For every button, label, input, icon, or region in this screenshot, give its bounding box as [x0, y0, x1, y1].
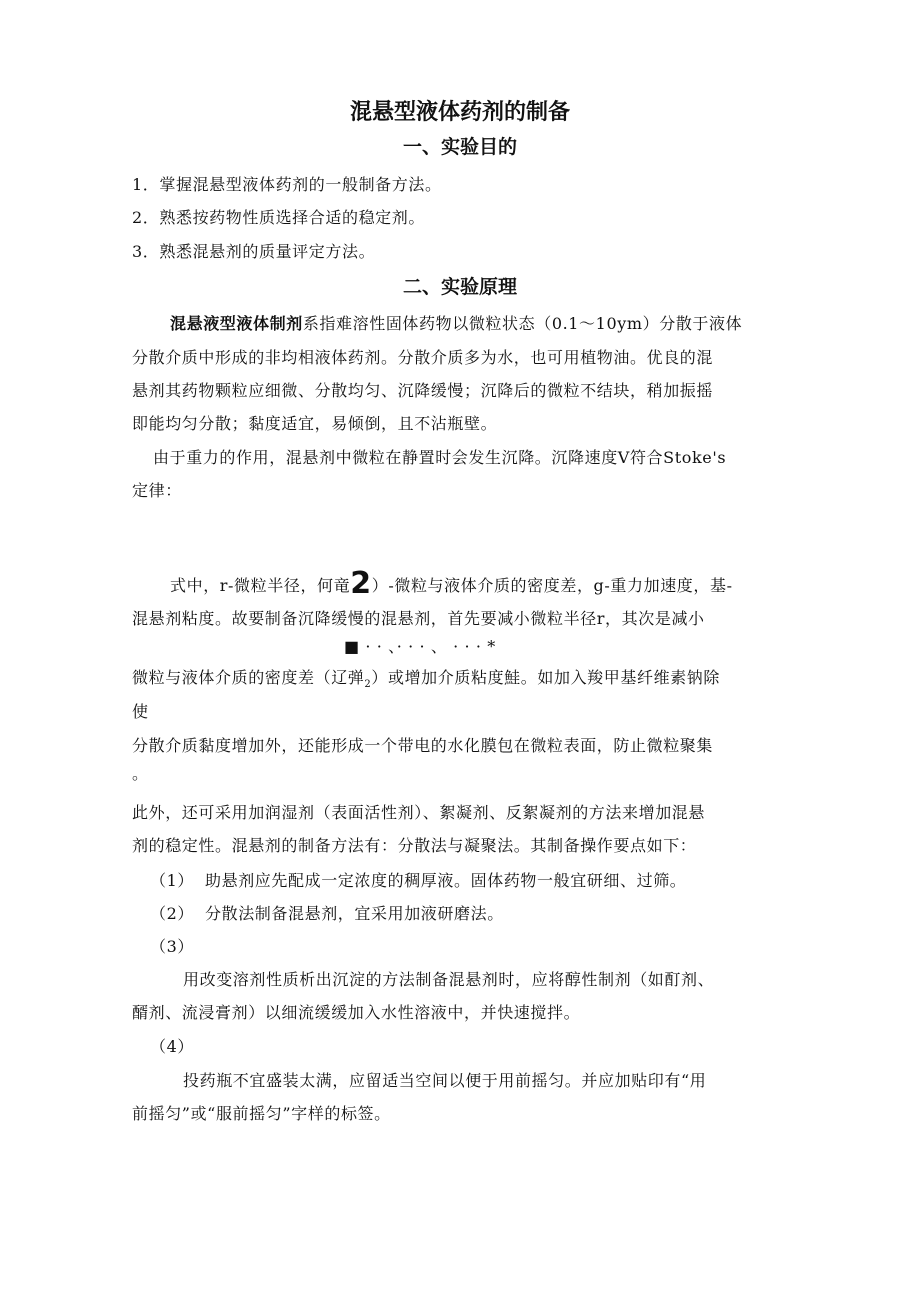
principle-p4-line-4: 。	[132, 764, 149, 783]
p4-text-pre: 微粒与液体介质的密度差（辽弹	[132, 668, 365, 687]
principle-p2-line-1: 由于重力的作用，混悬剂中微粒在静置时会发生沉降。沉降速度V符合Stoke's	[153, 448, 727, 467]
purpose-item-1: 1．掌握混悬型液体药剂的一般制备方法。	[132, 175, 442, 194]
principle-p1-line-1	[170, 311, 742, 334]
principle-p3-line-1	[170, 566, 733, 601]
document-title: 混悬型液体药剂的制备	[349, 100, 570, 125]
point-number: （2）	[150, 904, 194, 923]
formula-artifact-dots: ■ · · 、· · · 、 · · · *	[344, 637, 496, 656]
p4-subscript: 2	[364, 679, 372, 691]
procedure-point-2	[150, 901, 504, 924]
p3-text-post: ）-微粒与液体介质的密度差，g-重力加速度，基-	[371, 576, 733, 595]
point-text: 助悬剂应先配成一定浓度的稠厚液。固体药物一般宜研细、过筛。	[205, 871, 687, 890]
procedure-point-1	[150, 868, 686, 891]
point-number: （1）	[150, 871, 194, 890]
principle-p1-line-2: 分散介质中形成的非均相液体药剂。分散介质多为水，也可用植物油。优良的混	[132, 348, 714, 367]
section-heading-purpose: 一、实验目的	[402, 136, 517, 158]
procedure-point-4-line-2: 前摇匀”或“服前摇匀”字样的标签。	[132, 1104, 391, 1123]
p3-text-pre: 式中，r-微粒半径，何竜	[170, 576, 351, 595]
purpose-item-2: 2．熟悉按药物性质选择合适的稳定剂。	[132, 208, 425, 227]
principle-p3-line-2: 混悬剂粘度。故要制备沉降缓慢的混悬剂，首先要减小微粒半径r，其次是减小	[132, 609, 705, 628]
procedure-point-3-line-2: 醑剂、流浸膏剂）以细流缓缓加入水性溶液中，并快速搅拌。	[132, 1003, 581, 1022]
section-heading-principle: 二、实验原理	[402, 276, 517, 298]
principle-p5-line-1: 此外，还可采用加润湿剂（表面活性剂）、絮凝剂、反絮凝剂的方法来增加混悬	[132, 803, 706, 822]
procedure-point-3-number: （3）	[150, 937, 194, 956]
procedure-point-3-line-1: 用改变溶剂性质析出沉淀的方法制备混悬剂时，应将醇性制剂（如酊剂、	[183, 970, 715, 989]
point-text: 分散法制备混悬剂，宜采用加液研磨法。	[205, 904, 504, 923]
principle-p4-line-2: 使	[132, 702, 149, 721]
principle-p4-line-1	[132, 665, 720, 690]
principle-p4-line-3: 分散介质黏度增加外，还能形成一个带电的水化膜包在微粒表面，防止微粒聚集	[132, 736, 714, 755]
principle-p2-line-2: 定律：	[132, 481, 182, 500]
purpose-item-3: 3．熟悉混悬剂的质量评定方法。	[132, 242, 376, 261]
definition-text: 系指难溶性固体药物以微粒状态（0.1〜10ym）分散于液体	[302, 314, 743, 333]
definition-term: 混悬液型液体制剂	[170, 314, 303, 333]
procedure-point-4-line-1: 投药瓶不宜盛装太满，应留适当空间以便于用前摇匀。并应加贴印有“用	[183, 1071, 707, 1090]
p3-large-2: 2	[350, 566, 372, 601]
procedure-point-4-number: （4）	[150, 1037, 194, 1056]
principle-p5-line-2: 剂的稳定性。混悬剂的制备方法有：分散法与凝聚法。其制备操作要点如下：	[132, 836, 697, 855]
principle-p1-line-4: 即能均匀分散；黏度适宜，易倾倒，且不沾瓶壁。	[132, 414, 498, 433]
p4-text-post: ）或增加介质粘度鮭。如加入羧甲基纤维素钠除	[371, 668, 720, 687]
principle-p1-line-3: 悬剂其药物颗粒应细微、分散均匀、沉降缓慢；沉降后的微粒不结块，稍加振摇	[132, 381, 714, 400]
